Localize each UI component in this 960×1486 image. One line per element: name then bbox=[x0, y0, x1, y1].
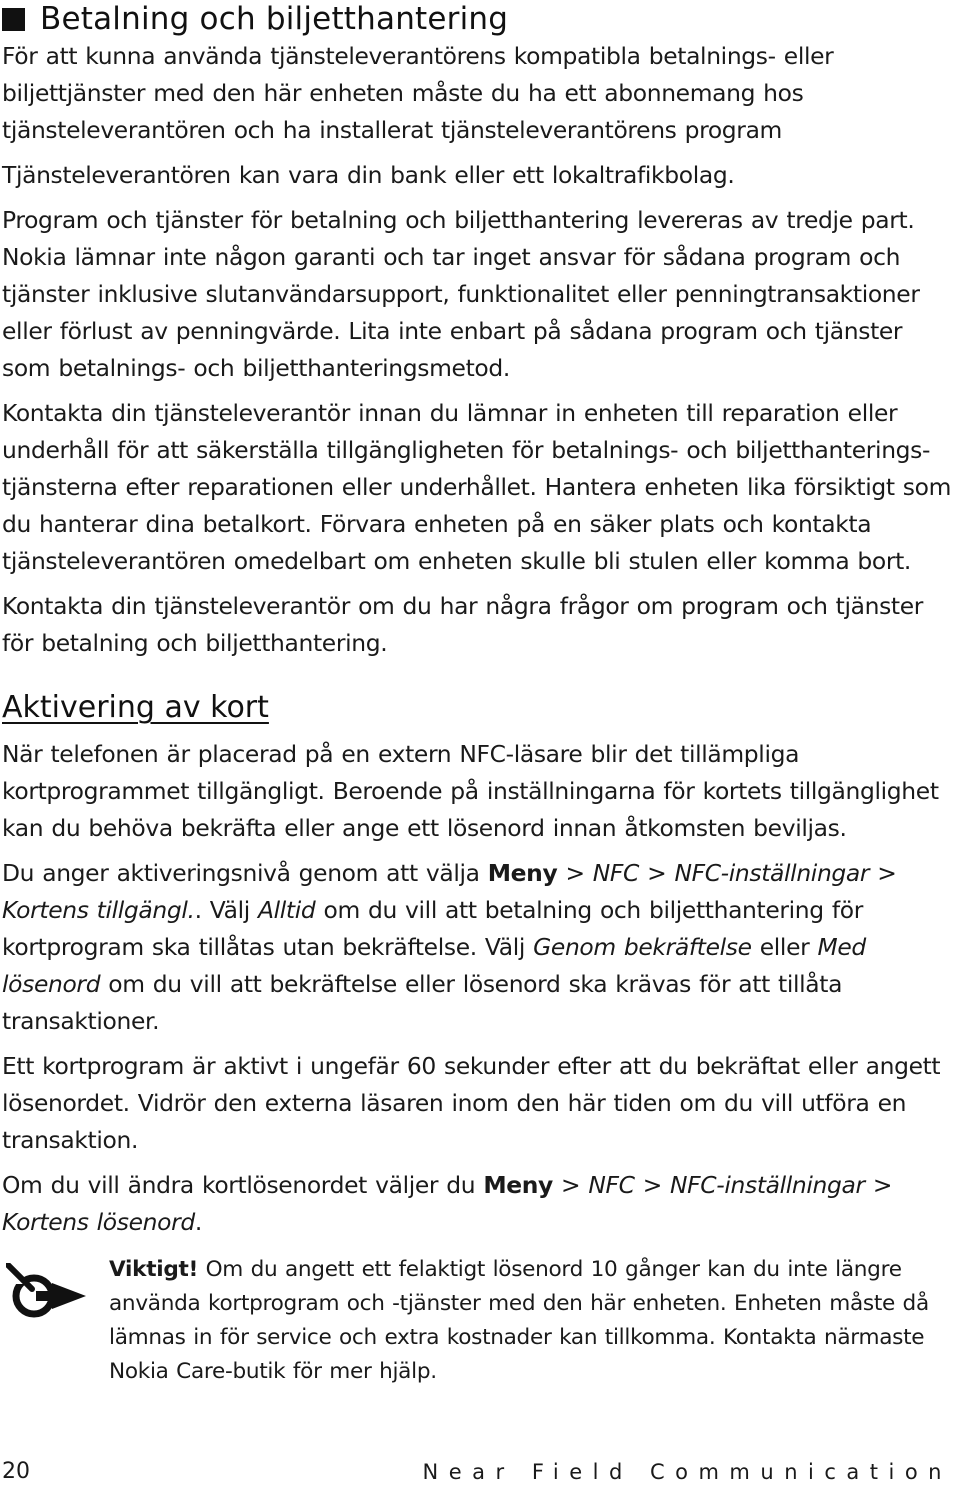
text-run: . Välj bbox=[194, 896, 258, 924]
text-run: om du vill att betalning och biljetthantering för kortprogram ska tillåtas utan bekräftelse. Välj bbox=[2, 896, 863, 961]
menu-path-nfc-settings: NFC-inställningar bbox=[670, 1171, 865, 1199]
text-run: om du vill att bekräftelse eller lösenord ska krävas för att tillåta transaktioner. bbox=[2, 970, 843, 1035]
section-heading bbox=[2, 0, 957, 38]
path-separator: > bbox=[557, 859, 593, 887]
section-title: Betalning och biljetthantering bbox=[40, 1, 509, 37]
path-separator: > bbox=[634, 1171, 671, 1199]
paragraph-provider: Tjänsteleverantören kan vara din bank eller ett lokaltrafikbolag. bbox=[2, 161, 735, 189]
menu-path-card-availability: Kortens tillgängl. bbox=[2, 896, 195, 924]
path-separator: > bbox=[552, 1171, 589, 1199]
paragraph-contact: Kontakta din tjänsteleverantör om du har några frågor om program och tjänster för betalning och biljetthantering. bbox=[2, 592, 924, 657]
text-run: eller bbox=[751, 933, 818, 961]
paragraph-repair: Kontakta din tjänsteleverantör innan du lämnar in enheten till reparation eller underhåll för att säkerställa tillgängligheten för betalnings- och biljetthanterings-tjänsterna efter reparationen eller underhållet. Hantera enheten lika försiktigt som du hanterar dina betalkort. Förvara enheten på en säker plats och kontakta tjänsteleverantören omedelbart om enheten skulle bli stulen eller komma bort. bbox=[2, 399, 952, 575]
note-body: Om du angett ett felaktigt lösenord 10 gånger kan du inte längre använda kortprogram och -tjänster med den här enheten. Enheten måste då lämnas in för service och extra kostnader kan tillkomma. Kontakta närmaste Nokia Care-butik för mer hjälp. bbox=[109, 1257, 929, 1384]
text-run: . bbox=[194, 1208, 202, 1236]
important-note-icon bbox=[6, 1263, 86, 1325]
text-run: Om du vill ändra kortlösenordet väljer du bbox=[2, 1171, 484, 1199]
menu-path-nfc-settings: NFC-inställningar bbox=[674, 859, 870, 887]
path-separator: > bbox=[869, 859, 897, 887]
option-by-confirmation: Genom bekräftelse bbox=[533, 933, 752, 961]
note-text bbox=[109, 1253, 957, 1389]
paragraph-active-duration: Ett kortprogram är aktivt i ungefär 60 sekunder efter att du bekräftat eller angett lösenordet. Vidrör den externa läsaren inom den här tiden om du vill utföra en transaktion. bbox=[2, 1052, 941, 1154]
menu-path-nfc: NFC bbox=[592, 859, 640, 887]
menu-path-nfc: NFC bbox=[588, 1171, 635, 1199]
paragraph-third-party: Program och tjänster för betalning och biljetthantering levereras av tredje part. Nokia lämnar inte någon garanti och tar inget ansvar för sådana program och tjänster inklusive slutanvändarsupport, funktionalitet eller penningtransaktioner eller förlust av penningvärde. Lita inte enbart på sådana program och tjänster som betalnings- och biljetthanteringsmetod. bbox=[2, 206, 920, 382]
page-number: 20 bbox=[2, 1459, 30, 1484]
option-always: Alltid bbox=[257, 896, 316, 924]
path-separator: > bbox=[864, 1171, 893, 1199]
paragraph-change-password bbox=[2, 1167, 957, 1241]
document-page bbox=[2, 0, 957, 1389]
square-bullet-icon bbox=[2, 8, 25, 31]
text-run: Du anger aktiveringsnivå genom att välja bbox=[2, 859, 488, 887]
important-note bbox=[2, 1253, 957, 1389]
menu-path-meny: Meny bbox=[487, 859, 558, 887]
option-with-password: Med lösenord bbox=[2, 933, 866, 998]
subsection-title: Aktivering av kort bbox=[2, 690, 269, 725]
note-label: Viktigt! bbox=[109, 1257, 199, 1282]
paragraph-activation-level bbox=[2, 855, 957, 1040]
paragraph-nfc-reader: När telefonen är placerad på en extern NFC-läsare blir det tillämpliga kortprogrammet tillgängligt. Beroende på inställningarna för kortets tillgänglighet kan du behöva bekräfta eller ange ett lösenord innan åtkomsten beviljas. bbox=[2, 740, 939, 842]
chapter-title: Near Field Communication bbox=[422, 1460, 952, 1484]
path-separator: > bbox=[639, 859, 675, 887]
menu-path-card-password: Kortens lösenord bbox=[2, 1208, 195, 1236]
menu-path-meny: Meny bbox=[483, 1171, 553, 1199]
paragraph-subscription: För att kunna använda tjänsteleverantörens kompatibla betalnings- eller biljettjänster med den här enheten måste du ha ett abonnemang hos tjänsteleverantören och ha installerat tjänsteleverantörens program bbox=[2, 42, 834, 144]
